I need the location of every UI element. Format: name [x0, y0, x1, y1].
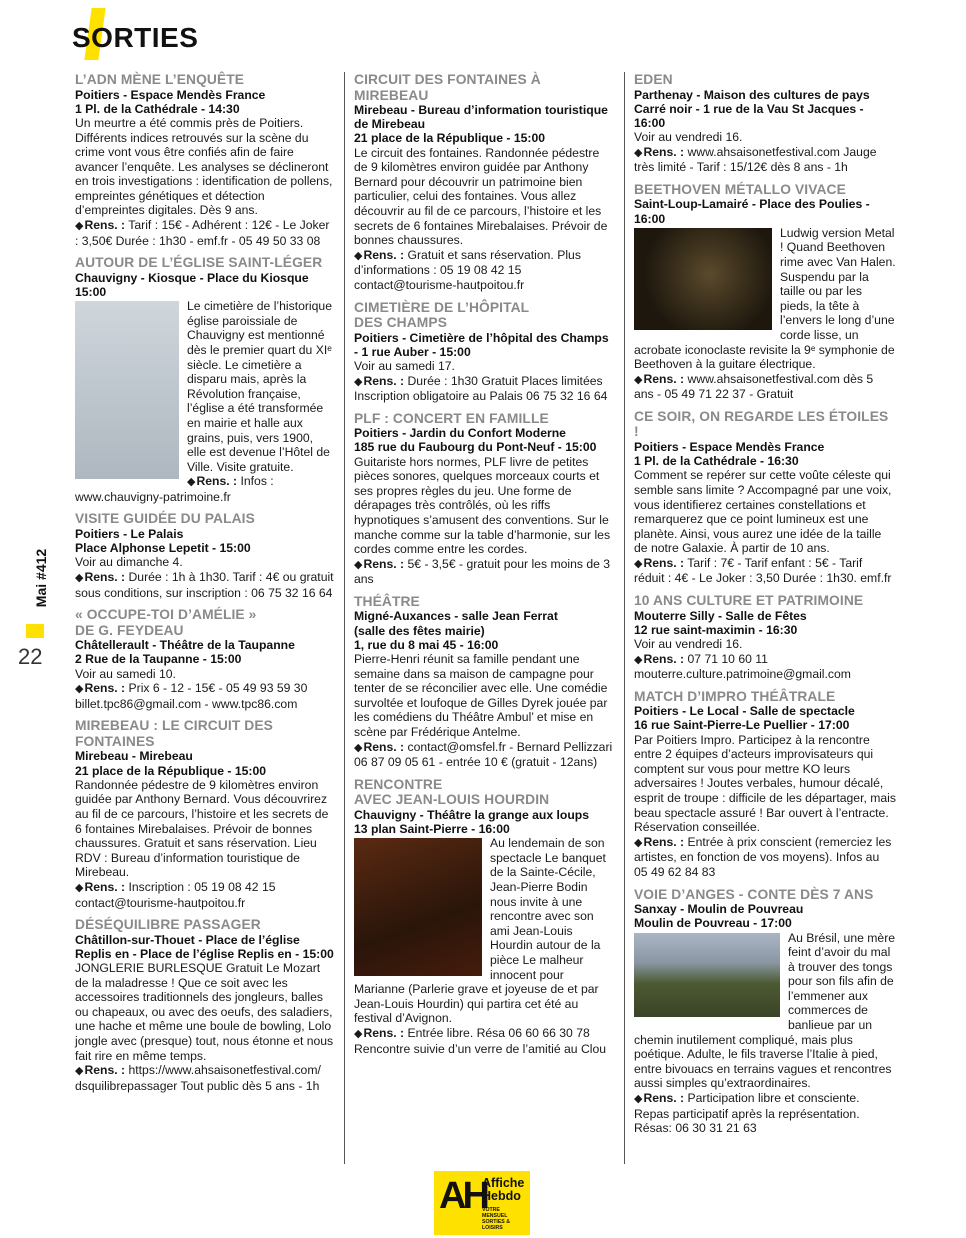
event-description: Voir au dimanche 4.	[75, 555, 183, 570]
rens-label: ◆ Rens. :	[354, 740, 404, 754]
event-description: Randonnée pédestre de 9 kilomètres environ guidée par Anthony Bernard. Vous découvrirez au fil de ce parcours, l’histoire et les secrets de 6 fontaines Mirebalaises. Prévoir de bonnes chaussures. Gratuit et sans réservation. Lieu RDV : Bureau d’information touristique de Mirebeau.	[75, 777, 329, 880]
event-venue-time: Poitiers - Cimetière de l’hôpital des Champs - 1 rue Auber - 15:00	[354, 330, 609, 359]
rens-text: Tarif : 15€ - Adhérent : 12€ - Le Joker : 3,50€ Durée : 1h30 - emf.fr - 05 49 50 33 08	[75, 218, 330, 248]
event-description: Voir au vendredi 16.	[634, 130, 743, 145]
event-listing	[354, 411, 614, 587]
event-listing	[75, 917, 335, 1093]
rens-label: ◆ Rens. :	[354, 1026, 404, 1040]
event-info	[354, 1026, 614, 1056]
issue-label: Mai #412	[33, 548, 49, 608]
section-header	[70, 8, 370, 58]
event-venue-time: Mirebeau - Mirebeau 21 place de la République - 15:00	[75, 749, 267, 778]
event-info	[634, 835, 896, 880]
event-description: Voir au vendredi 16.	[634, 636, 743, 651]
event-info	[354, 248, 614, 293]
event-title: CIMETIÈRE DE L’HÔPITAL DES CHAMPS	[354, 299, 530, 331]
event-listing	[354, 594, 614, 770]
event-venue-time: Châtillon-sur-Thouet - Place de l’église Replis en - Place de l’église Replis en - 15:00	[75, 932, 334, 961]
event-description: Pierre-Henri réunit sa famille pendant une semaine dans sa maison de campagne pour tenter de se réconcilier avec elle. Une comédie survoltée et loufoque de Gilles Dyrek jouée par les comédiens du Théâtre Ambul’ et mise en scène par Frédérique Antelme.	[354, 652, 608, 740]
event-listing	[75, 255, 335, 504]
event-info	[75, 681, 335, 711]
event-description: Comment se repérer sur cette voûte céleste qui semble sans limite ? Accompagné par une voix, vous identifierez certaines constellations et remarquerez que ce point lumineux est une planète. Ainsi, vous aurez une idée de la taille de notre Galaxie. À partir de 10 ans.	[634, 468, 892, 556]
event-photo	[634, 228, 772, 330]
event-listing	[354, 300, 614, 404]
event-description: Le cimetière de l’historique église paroissiale de Chauvigny est mentionné dès le premier quart du XIᵉ siècle. Le cimetière a disparu mais, après la Révolution française, l’église a été transformée en mairie et halle aux grains, puis, vers 1900, elle est devenue l’Hôtel de Ville. Visite gratuite.	[187, 299, 332, 474]
rens-text: Tarif : 7€ - Tarif enfant : 5€ - Tarif réduit : 4€ - Le Joker : 3,50 Durée : 1h30. emf.fr	[634, 555, 892, 586]
column-divider	[624, 72, 625, 1164]
event-info	[354, 374, 614, 404]
event-listing	[75, 511, 335, 600]
rens-label: ◆ Rens. :	[634, 556, 684, 570]
event-title: CIRCUIT DES FONTAINES À MIREBEAU	[354, 72, 541, 103]
rens-text: https://www.ahsaisonetfestival.com/ dsquilibrepassager Tout public dès 5 ans - 1h	[75, 1063, 321, 1093]
rens-text: www.ahsaisonetfestival.com dès 5 ans - 05 49 71 22 37 - Gratuit	[634, 371, 874, 402]
event-title: VOIE D’ANGES - CONTE DÈS 7 ANS	[634, 886, 874, 902]
affiche-hebdo-logo	[434, 1171, 530, 1235]
event-info	[75, 218, 335, 248]
rens-text: contact@omsfel.fr - Bernard Pellizzari 06 87 09 05 61 - entrée 10 € (gratuit - 12ans)	[354, 739, 613, 770]
rens-label: ◆ Rens. :	[187, 474, 237, 488]
rens-label: ◆ Rens. :	[75, 880, 125, 894]
rens-text: 5€ - 3,5€ - gratuit pour les moins de 3 ans	[354, 556, 611, 587]
issue-yellow-block	[26, 624, 44, 638]
event-venue-time: Sanxay - Moulin de Pouvreau Moulin de Pouvreau - 17:00	[634, 902, 804, 931]
event-listing	[75, 607, 335, 711]
rens-text: Prix 6 - 12 - 15€ - 05 49 93 59 30 billet.tpc86@gmail.com - www.tpc86.com	[75, 681, 308, 711]
event-title: AUTOUR DE L’ÉGLISE SAINT-LÉGER	[75, 255, 323, 271]
event-listing	[75, 72, 335, 248]
event-venue-time: Poitiers - Espace Mendès France 1 Pl. de la Cathédrale - 16:30	[634, 439, 825, 469]
column-divider	[344, 72, 345, 1164]
event-description: Voir au samedi 10.	[75, 666, 176, 681]
event-title: CE SOIR, ON REGARDE LES ÉTOILES !	[634, 408, 889, 440]
event-description: Par Poitiers Impro. Participez à la rencontre entre 2 équipes d’acteurs improvisateurs qui comptent sur vous pour mettre KO leurs adversaires ! Joutes verbales, humour décalé, esprit de troupe : difficile de les départager, mais beau spectacle assuré ! Bar ouvert à l’entracte. Réservation conseillée.	[634, 732, 896, 835]
rens-label: ◆ Rens. :	[634, 1091, 684, 1105]
event-description: Au Brésil, une mère feint d’avoir du mal à trouver des tongs pour son fils afin de l’emmener aux commerces de banlieue par un chemin inutilement compliqué, mais plus poétique. Adulte, le fils traverse l’Italie à pied, entre bivouacs en terrains vagues et rencontres aussi simples qu’extraordinaires.	[634, 930, 896, 1091]
rens-text: www.ahsaisonetfestival.com Jauge très limité - Tarif : 15/12€ dès 8 ans - 1h	[634, 144, 877, 175]
event-info	[634, 556, 896, 586]
event-info	[634, 652, 896, 682]
event-listing	[634, 72, 896, 175]
event-listing	[354, 777, 614, 1056]
rens-text: Gratuit et sans réservation. Plus d’informations : 05 19 08 42 15 contact@tourisme-hautpoitou.fr	[354, 247, 581, 292]
event-listing	[634, 593, 896, 682]
event-title: 10 ANS CULTURE ET PATRIMOINE	[634, 593, 864, 609]
event-info	[634, 372, 896, 402]
column-1	[75, 72, 335, 1100]
column-3	[634, 72, 896, 1143]
event-listing	[634, 182, 896, 402]
rens-label: ◆ Rens. :	[634, 835, 684, 849]
event-info	[75, 1063, 335, 1093]
event-venue-time: Parthenay - Maison des cultures de pays Carré noir - 1 rue de la Vau St Jacques - 16:00	[634, 87, 870, 130]
rens-label: ◆ Rens. :	[634, 652, 684, 666]
event-listing	[634, 409, 896, 586]
event-title: PLF : CONCERT EN FAMILLE	[354, 410, 549, 426]
event-venue-time: Chauvigny - Théâtre la grange aux loups 13 plan Saint-Pierre - 16:00	[354, 807, 589, 837]
event-title: L’ADN MÈNE L’ENQUÊTE	[75, 72, 245, 87]
logo-mark: AH	[439, 1175, 486, 1217]
rens-text: Participation libre et consciente. Repas participatif après la représentation. Résas: 06 30 31 21 63	[634, 1091, 860, 1136]
rens-text: Durée : 1h à 1h30. Tarif : 4€ ou gratuit sous conditions, sur inscription : 06 75 32 16 64	[75, 569, 334, 600]
rens-label: ◆ Rens. :	[75, 570, 125, 584]
event-venue-time: Mouterre Silly - Salle de Fêtes 12 rue saint-maximin - 16:30	[634, 608, 807, 637]
event-title: EDEN	[634, 72, 673, 87]
event-title: DÉSÉQUILIBRE PASSAGER	[75, 917, 261, 933]
event-description: Voir au samedi 17.	[354, 358, 455, 373]
event-photo	[354, 838, 482, 976]
rens-label: ◆ Rens. :	[75, 681, 125, 695]
rens-label: ◆ Rens. :	[634, 145, 684, 159]
event-venue-time: Poitiers - Espace Mendès France 1 Pl. de la Cathédrale - 14:30	[75, 87, 266, 116]
event-title: VISITE GUIDÉE DU PALAIS	[75, 511, 255, 527]
event-photo	[634, 933, 780, 1017]
event-venue-time: Poitiers - Le Palais Place Alphonse Lepetit - 15:00	[75, 526, 251, 556]
event-listing	[634, 689, 896, 880]
event-description: Un meurtre a été commis près de Poitiers. Différents indices retrouvés sur la scène du crime vont vous être confiés afin de faire avancer l’enquête. Les analyses se déclineront en trois investigations : identification de pollens, empreintes génétiques et détection d’empreintes digitales. Dès 9 ans.	[75, 115, 333, 218]
logo-name: Affiche Hebdo	[482, 1176, 525, 1203]
logo-tagline: VOTRE MENSUEL SORTIES & LOISIRS	[482, 1207, 510, 1231]
rens-text: Entrée libre. Résa 06 60 66 30 78 Rencontre suivie d’un verre de l’amitié au Clou	[354, 1025, 607, 1056]
event-description: Au lendemain de son spectacle Le banquet de la Sainte-Cécile, Jean-Pierre Bodin nous invite à une rencontre avec son ami Jean-Louis Hourdin autour de la pièce Le malheur innocent pour Marianne (Parlerie grave et joyeuse de et par Jean-Louis Hourdin) qui partira cet été au festival d’Avignon.	[354, 836, 606, 1026]
event-title: MIREBEAU : LE CIRCUIT DES FONTAINES	[75, 718, 273, 749]
rens-text: Infos : www.chauvigny-patrimoine.fr	[75, 474, 274, 504]
event-venue-time: Poitiers - Le Local - Salle de spectacle 16 rue Saint-Pierre-Le Puellier - 17:00	[634, 704, 855, 733]
event-listing	[354, 72, 614, 293]
event-info	[354, 557, 614, 587]
event-info	[354, 740, 614, 770]
rens-text: 07 71 10 60 11 mouterre.culture.patrimoine@gmail.com	[634, 651, 851, 682]
event-title: BEETHOVEN MÉTALLO VIVACE	[634, 181, 846, 197]
page-number: 22	[18, 644, 43, 669]
rens-label: ◆ Rens. :	[634, 372, 684, 386]
section-title: SORTIES	[72, 22, 199, 53]
event-description: JONGLERIE BURLESQUE Gratuit Le Mozart de la maladresse ! Que ce soit avec les accessoires traditionnels des jongleurs, balles ou chapeaux, ou avec des oeufs, des saladiers, une hache et même une boule de bowling, Lolo jongle avec (presque) tout, nous étonne et nous fait rire en même temps.	[75, 961, 334, 1063]
event-venue-time: Saint-Loup-Lamairé - Place des Poulies - 16:00	[634, 197, 870, 226]
event-title: THÉÂTRE	[354, 593, 420, 609]
event-photo	[75, 301, 179, 479]
rens-text: Entrée à prix conscient (remerciez les artistes, en fonction de vos moyens). Infos au 05 49 62 84 83	[634, 834, 892, 880]
event-listing	[634, 887, 896, 1136]
rens-text: Inscription : 05 19 08 42 15 contact@tourisme-hautpoitou.fr	[75, 879, 276, 910]
event-venue-time: Mirebeau - Bureau d’information touristique de Mirebeau 21 place de la République - 15:00	[354, 103, 608, 146]
column-2	[354, 72, 614, 1063]
event-title: MATCH D’IMPRO THÉÂTRALE	[634, 688, 836, 704]
event-info	[75, 570, 335, 600]
event-venue-time: Migné-Auxances - salle Jean Ferrat (salle des fêtes mairie) 1, rue du 8 mai 45 - 16:00	[354, 609, 558, 652]
rens-label: ◆ Rens. :	[354, 374, 404, 388]
event-info	[634, 145, 896, 175]
event-listing	[75, 718, 335, 910]
event-title: RENCONTRE AVEC JEAN-LOUIS HOURDIN	[354, 776, 550, 808]
event-info	[634, 1091, 896, 1136]
event-venue-time: Châtellerault - Théâtre de la Taupanne 2 Rue de la Taupanne - 15:00	[75, 638, 295, 667]
rens-label: ◆ Rens. :	[75, 218, 125, 232]
event-title: « OCCUPE-TOI D’AMÉLIE » DE G. FEYDEAU	[75, 607, 257, 638]
rens-label: ◆ Rens. :	[75, 1063, 125, 1077]
event-description: Guitariste hors normes, PLF livre de petites pièces sonores, quelques morceaux courts et ses propres règles du jeu. Une forme de dérapages très contrôlés, où les riffs hypnotiques s’amusent des conventions. Sur le manche comme sur la table d’harmonie, sur les cordes comme entre les cordes.	[354, 454, 611, 557]
rens-label: ◆ Rens. :	[354, 248, 404, 262]
event-venue-time: Chauvigny - Kiosque - Place du Kiosque 15:00	[75, 270, 309, 299]
event-info	[75, 880, 335, 910]
event-venue-time: Poitiers - Jardin du Confort Moderne 185 rue du Faubourg du Pont-Neuf - 15:00	[354, 426, 597, 455]
rens-text: Durée : 1h30 Gratuit Places limitées Inscription obligatoire au Palais 06 75 32 16 64	[354, 373, 608, 404]
rens-label: ◆ Rens. :	[354, 557, 404, 571]
event-description: Ludwig version Metal ! Quand Beethoven rime avec Van Halen. Suspendu par la taille ou par les pieds, la tête à l’envers le long d’une corde lisse, un acrobate iconoclaste revisite la 9ᵉ symphonie de Beethoven à la guitare électrique.	[634, 225, 896, 372]
event-description: Le circuit des fontaines. Randonnée pédestre de 9 kilomètres environ guidée par Anthony Bernard pour découvrir un patrimoine bien particulier, celui des fontaines. Vous allez découvrir au fil de ce parcours, l’histoire et les secrets de 6 fontaines Mirebalaises. Prévoir de bonnes chaussures.	[354, 145, 608, 248]
